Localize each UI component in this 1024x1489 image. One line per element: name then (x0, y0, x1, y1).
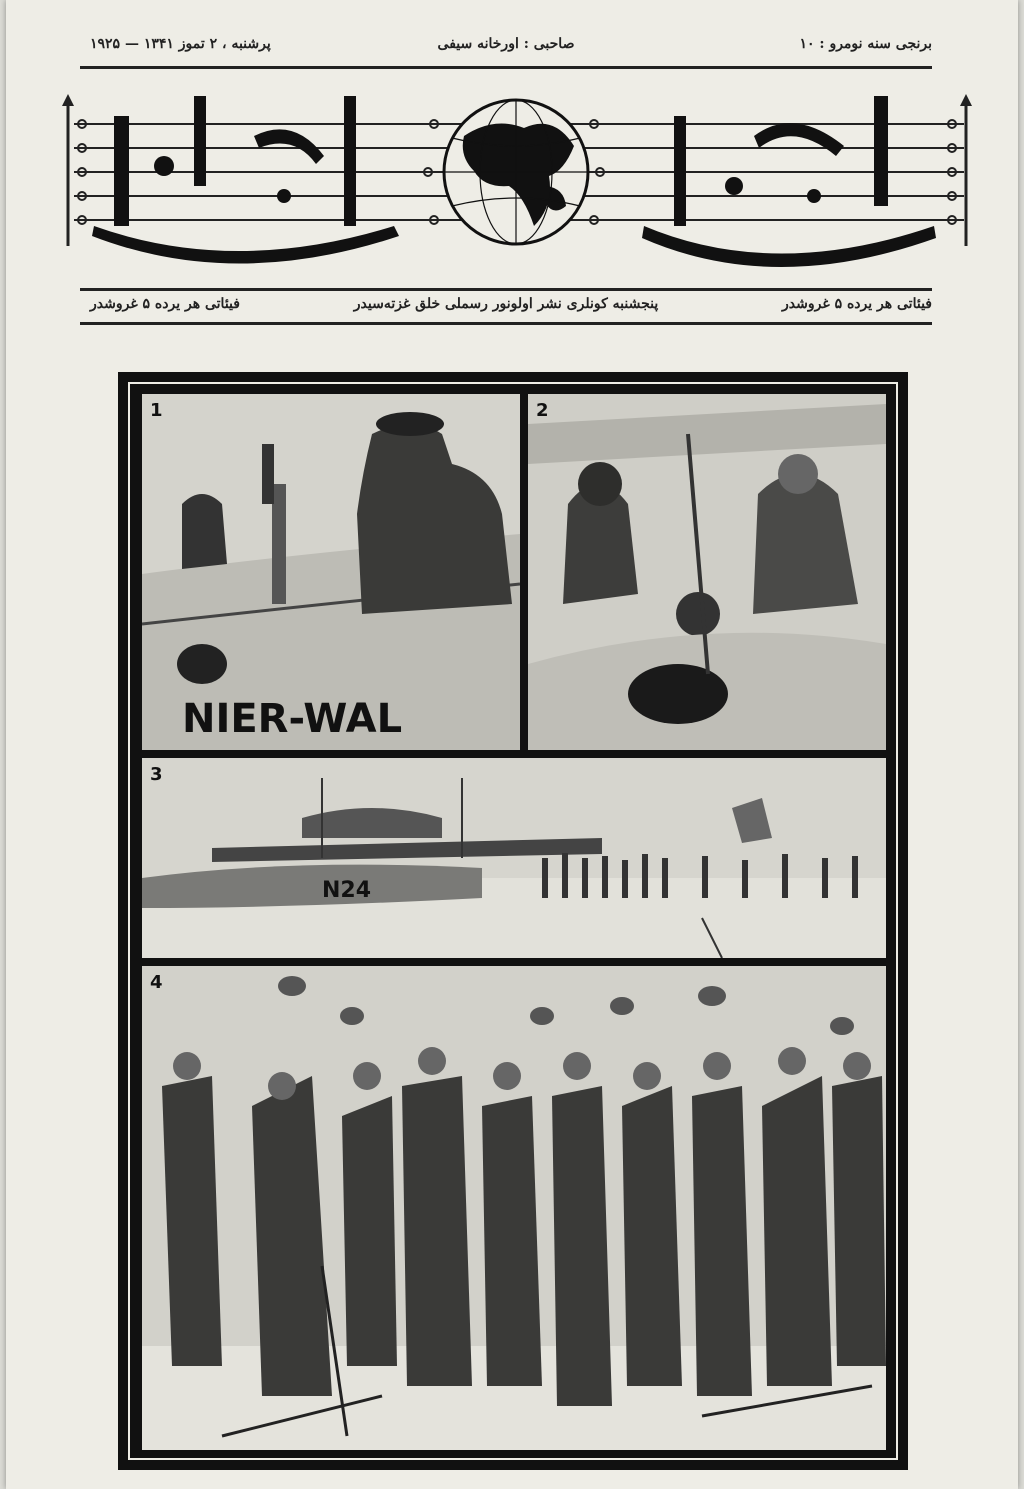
photo-3-hull-text: N24 (322, 878, 372, 903)
upper-mid-rule (80, 288, 932, 291)
date-line: پرشنبه ، ۲ تموز ۱۳۴۱ — ۱۹۲۵ (90, 36, 271, 52)
photo-3 (142, 758, 886, 958)
photo-2-image (528, 394, 886, 750)
price-tagline-row (80, 296, 932, 318)
photo-frame (118, 372, 908, 1470)
globe-icon (444, 100, 588, 244)
photo-4-number: 4 (150, 972, 163, 993)
issue-number: برنجی سنه نومرو : ۱۰ (799, 36, 932, 52)
tagline: پنجشنبه کونلری نشر اولونور رسملی خلق غزته‌سیدر (353, 296, 659, 312)
photo-1 (142, 394, 520, 750)
photo-3-number: 3 (150, 764, 163, 785)
photo-2 (528, 394, 886, 750)
newspaper-page (6, 0, 1018, 1489)
photo-1-hull-text: NIER-WAL (182, 696, 403, 742)
masthead-art (54, 76, 984, 276)
photo-3-image (142, 758, 886, 958)
photo-frame-inner (128, 382, 898, 1460)
masthead (54, 76, 984, 276)
photo-4-image (142, 966, 886, 1450)
price-left: فیئاتی هر یرده ۵ غروشدر (90, 296, 240, 312)
photo-4 (142, 966, 886, 1450)
photo-2-number: 2 (536, 400, 549, 421)
top-rule (80, 66, 932, 69)
owner-line: صاحبی : اورخانه سیفی (437, 36, 575, 52)
photo-1-number: 1 (150, 400, 163, 421)
top-info-row (80, 36, 932, 62)
price-right: فیئاتی هر یرده ۵ غروشدر (782, 296, 932, 312)
lower-mid-rule (80, 322, 932, 325)
